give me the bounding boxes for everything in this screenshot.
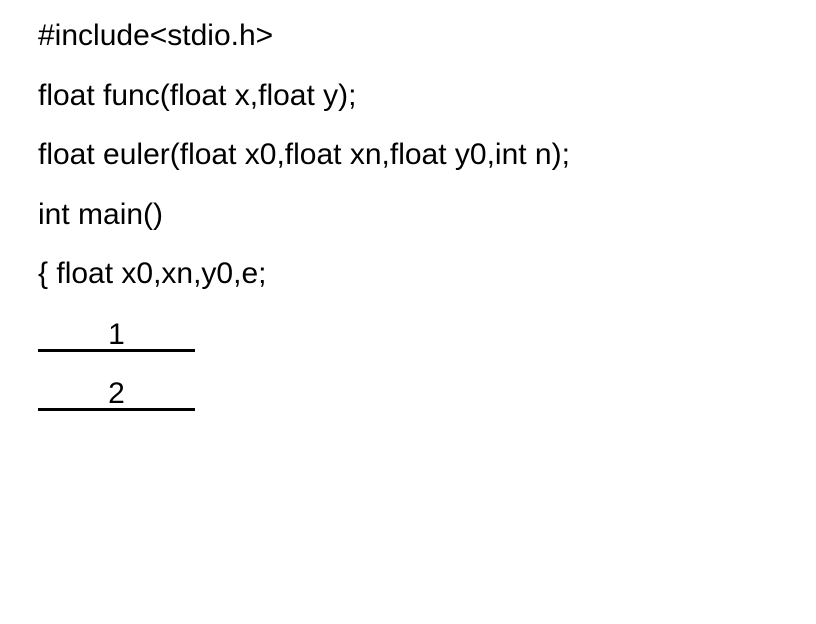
blank-underline-1 <box>38 349 195 352</box>
code-line-include: #include<stdio.h> <box>38 19 274 52</box>
code-listing <box>38 18 570 435</box>
code-line-main-signature: int main() <box>38 197 164 231</box>
blank-number-2: 2 <box>108 377 125 410</box>
code-line-func-declaration: float func(float x,float y); <box>38 78 357 112</box>
blank-underline-2 <box>38 408 195 411</box>
fill-in-blank-2 <box>38 375 195 435</box>
code-line-variable-declaration: { float x0,xn,y0,e; <box>38 257 267 290</box>
code-line-euler-declaration: float euler(float x0,float xn,float y0,int n); <box>38 138 570 171</box>
fill-in-blank-1 <box>38 316 195 376</box>
blank-number-1: 1 <box>108 317 125 351</box>
